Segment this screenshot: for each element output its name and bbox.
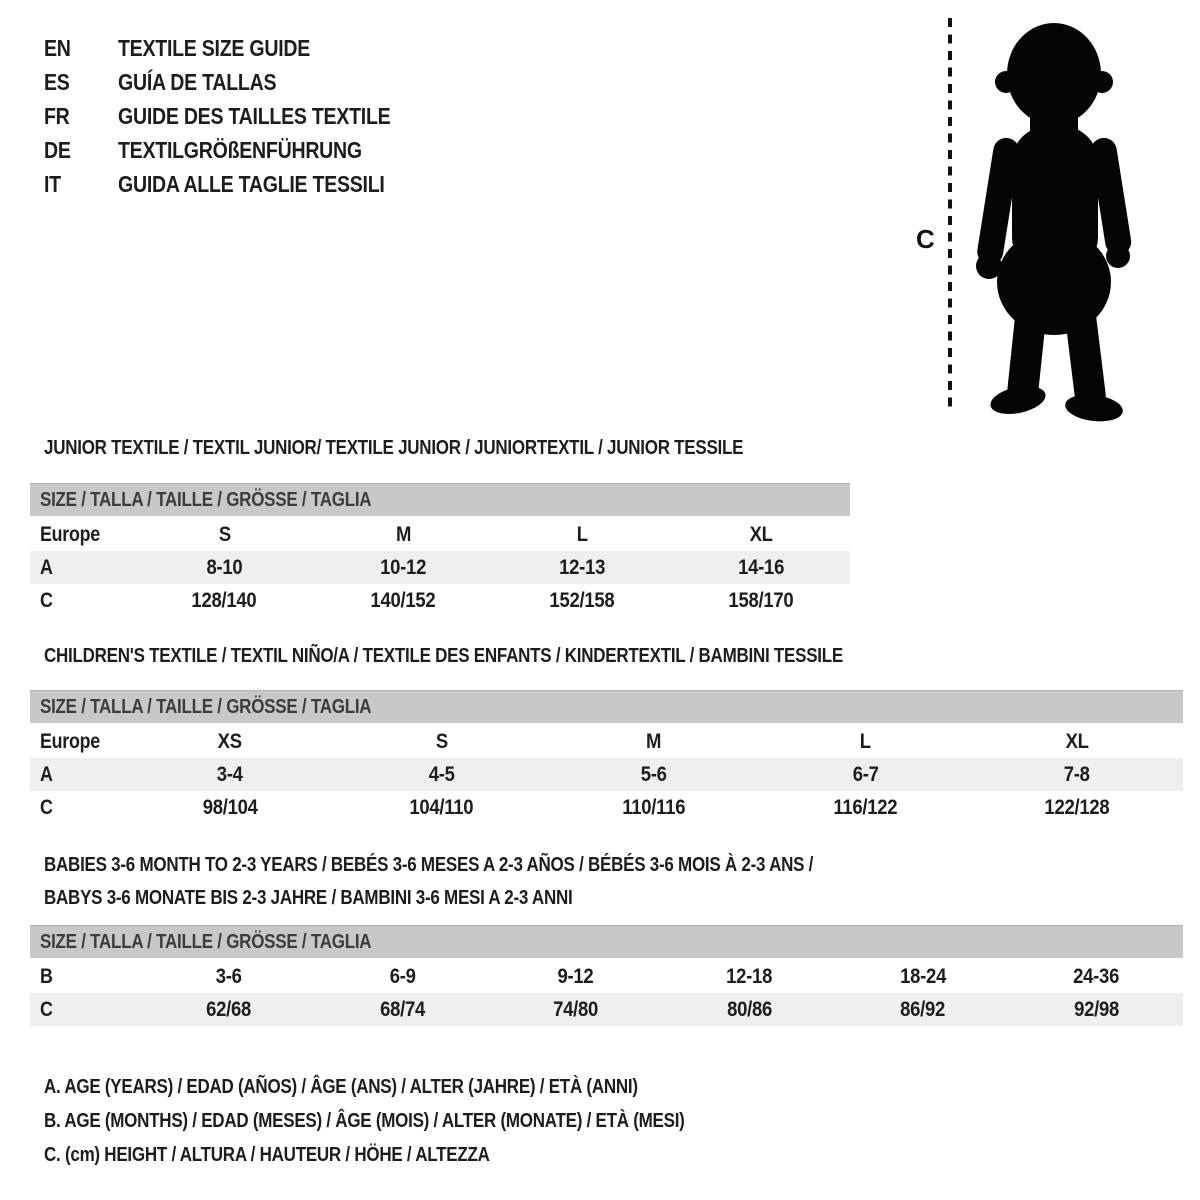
cell-text: 10-12 (380, 555, 427, 579)
language-row-en (44, 31, 439, 65)
size-header-bar (30, 483, 850, 516)
measurement-legend (44, 1070, 798, 1172)
row-label: C (40, 588, 53, 612)
cell-text: XS (217, 729, 242, 753)
size-cell (142, 993, 316, 1026)
cell-text: 6-9 (389, 964, 416, 988)
size-cell (336, 725, 548, 758)
size-cell (135, 584, 314, 617)
cell-text: 98/104 (202, 795, 258, 819)
cell-text: S (218, 522, 231, 546)
size-cell (671, 551, 850, 584)
size-cell (336, 791, 548, 824)
language-code (44, 171, 118, 198)
size-cell (971, 725, 1183, 758)
language-title: GUÍA DE TALLAS (118, 68, 277, 95)
size-cell (493, 584, 672, 617)
cell-text: 3-4 (216, 762, 243, 786)
size-cell (489, 993, 663, 1026)
height-label-c: C (916, 224, 935, 254)
language-row-es (44, 65, 439, 99)
table-row (30, 960, 1183, 993)
cell-text: 6-7 (852, 762, 879, 786)
size-cell (135, 518, 314, 551)
junior-section-title (44, 436, 867, 460)
size-cell (336, 758, 548, 791)
row-label-cell (30, 518, 135, 551)
row-label-cell (30, 993, 142, 1026)
language-code-text: DE (44, 136, 71, 163)
language-title: GUIDE DES TAILLES TEXTILE (118, 102, 391, 129)
language-code-text: EN (44, 34, 71, 61)
cell-text: 18-24 (899, 964, 946, 988)
toddler-silhouette-icon (975, 23, 1133, 424)
babies-section-title (44, 849, 949, 915)
cell-text: 128/140 (191, 588, 257, 612)
size-cell (759, 791, 971, 824)
language-title: TEXTILGRÖßENFÜHRUNG (118, 136, 362, 163)
language-code (44, 35, 118, 62)
cell-text: 80/86 (726, 997, 772, 1021)
legend-text: C. (cm) HEIGHT / ALTURA / HAUTEUR / HÖHE / ALTEZZA (44, 1144, 490, 1166)
size-cell (316, 993, 490, 1026)
children-title-text: CHILDREN'S TEXTILE / TEXTIL NIÑO/A / TEXTILE DES ENFANTS / KINDERTEXTIL / BAMBINI TESSILE (44, 645, 843, 667)
size-header-text: SIZE / TALLA / TAILLE / GRÖSSE / TAGLIA (40, 489, 372, 511)
size-cell (493, 518, 672, 551)
cell-text: 110/116 (622, 795, 685, 819)
size-cell (1010, 960, 1184, 993)
children-section-title (44, 644, 984, 668)
cell-text: 9-12 (557, 964, 594, 988)
cell-text: 68/74 (379, 997, 425, 1021)
language-row-fr (44, 99, 439, 133)
row-label: A (40, 555, 53, 579)
children-table (30, 725, 1183, 824)
row-label-cell (30, 725, 124, 758)
babies-title-line2: BABYS 3-6 MONATE BIS 2-3 JAHRE / BAMBINI 3-6 MESI A 2-3 ANNI (44, 887, 573, 909)
cell-text: 12-13 (558, 555, 605, 579)
size-cell (548, 725, 760, 758)
size-cell (836, 960, 1010, 993)
cell-text: 7-8 (1064, 762, 1091, 786)
size-cell (124, 725, 336, 758)
language-list (44, 31, 439, 201)
cell-text: M (645, 729, 662, 753)
children-size-table (30, 690, 1183, 824)
cell-text: XL (749, 522, 773, 546)
size-cell (314, 584, 493, 617)
row-label: B (40, 964, 53, 988)
cell-text: 122/128 (1044, 795, 1110, 819)
table-row (30, 758, 1183, 791)
legend-line-b (44, 1104, 798, 1138)
size-cell (671, 584, 850, 617)
language-title: GUIDA ALLE TAGLIE TESSILI (118, 170, 385, 197)
size-cell (135, 551, 314, 584)
language-title: TEXTILE SIZE GUIDE (118, 34, 311, 61)
size-cell (759, 758, 971, 791)
size-cell (493, 551, 672, 584)
cell-text: 116/122 (833, 795, 898, 819)
size-header-text: SIZE / TALLA / TAILLE / GRÖSSE / TAGLIA (40, 696, 372, 718)
size-cell (489, 960, 663, 993)
toddler-figure (900, 8, 1180, 424)
row-label: Europe (40, 729, 100, 753)
size-cell (314, 518, 493, 551)
size-header-bar (30, 925, 1183, 958)
row-label: C (40, 795, 53, 819)
size-cell (142, 960, 316, 993)
size-cell (316, 960, 490, 993)
size-cell (836, 993, 1010, 1026)
size-cell (124, 791, 336, 824)
table-row (30, 584, 850, 617)
language-code (44, 103, 118, 130)
cell-text: 5-6 (640, 762, 667, 786)
row-label-cell (30, 758, 124, 791)
row-label: A (40, 762, 53, 786)
babies-table (30, 960, 1183, 1026)
cell-text: S (435, 729, 448, 753)
legend-text: B. AGE (MONTHS) / EDAD (MESES) / ÂGE (MOIS) / ALTER (MONATE) / ETÀ (MESI) (44, 1110, 685, 1132)
cell-text: 86/92 (900, 997, 946, 1021)
row-label-cell (30, 584, 135, 617)
table-row (30, 791, 1183, 824)
cell-text: 8-10 (206, 555, 243, 579)
language-code (44, 137, 118, 164)
size-cell (971, 758, 1183, 791)
row-label-cell (30, 960, 142, 993)
legend-text: A. AGE (YEARS) / EDAD (AÑOS) / ÂGE (ANS) / ALTER (JAHRE) / ETÀ (ANNI) (44, 1076, 638, 1098)
cell-text: 74/80 (553, 997, 599, 1021)
babies-size-table (30, 925, 1183, 1026)
cell-text: 3-6 (215, 964, 242, 988)
row-label-cell (30, 791, 124, 824)
size-cell (671, 518, 850, 551)
size-cell (548, 758, 760, 791)
cell-text: 92/98 (1073, 997, 1119, 1021)
size-header-text: SIZE / TALLA / TAILLE / GRÖSSE / TAGLIA (40, 931, 372, 953)
cell-text: L (576, 522, 588, 546)
row-label: C (40, 997, 53, 1021)
cell-text: 140/152 (370, 588, 436, 612)
babies-title-line1: BABIES 3-6 MONTH TO 2-3 YEARS / BEBÉS 3-6 MESES A 2-3 AÑOS / BÉBÉS 3-6 MOIS À 2-3 ANS / (44, 854, 814, 876)
language-code-text: IT (44, 170, 61, 197)
cell-text: 4-5 (428, 762, 455, 786)
size-cell (663, 960, 837, 993)
table-row (30, 551, 850, 584)
cell-text: 152/158 (549, 588, 615, 612)
junior-table (30, 518, 850, 617)
cell-text: 14-16 (737, 555, 784, 579)
size-cell (124, 758, 336, 791)
size-cell (759, 725, 971, 758)
language-row-it (44, 167, 439, 201)
table-row (30, 518, 850, 551)
language-code-text: ES (44, 68, 70, 95)
size-cell (548, 791, 760, 824)
cell-text: XL (1065, 729, 1089, 753)
size-cell (314, 551, 493, 584)
legend-line-c (44, 1138, 798, 1172)
cell-text: 104/110 (409, 795, 474, 819)
legend-line-a (44, 1070, 798, 1104)
junior-title-text: JUNIOR TEXTILE / TEXTIL JUNIOR/ TEXTILE JUNIOR / JUNIORTEXTIL / JUNIOR TESSILE (44, 437, 744, 459)
size-cell (971, 791, 1183, 824)
row-label: Europe (40, 522, 100, 546)
cell-text: L (859, 729, 871, 753)
language-code (44, 69, 118, 96)
table-row (30, 725, 1183, 758)
size-header-bar (30, 690, 1183, 723)
language-code-text: FR (44, 102, 70, 129)
cell-text: 158/170 (728, 588, 794, 612)
table-row (30, 993, 1183, 1026)
cell-text: 24-36 (1073, 964, 1120, 988)
size-cell (1010, 993, 1184, 1026)
size-cell (663, 993, 837, 1026)
language-row-de (44, 133, 439, 167)
cell-text: 62/68 (206, 997, 252, 1021)
cell-text: 12-18 (726, 964, 773, 988)
junior-size-table (30, 483, 850, 617)
cell-text: M (395, 522, 411, 546)
row-label-cell (30, 551, 135, 584)
